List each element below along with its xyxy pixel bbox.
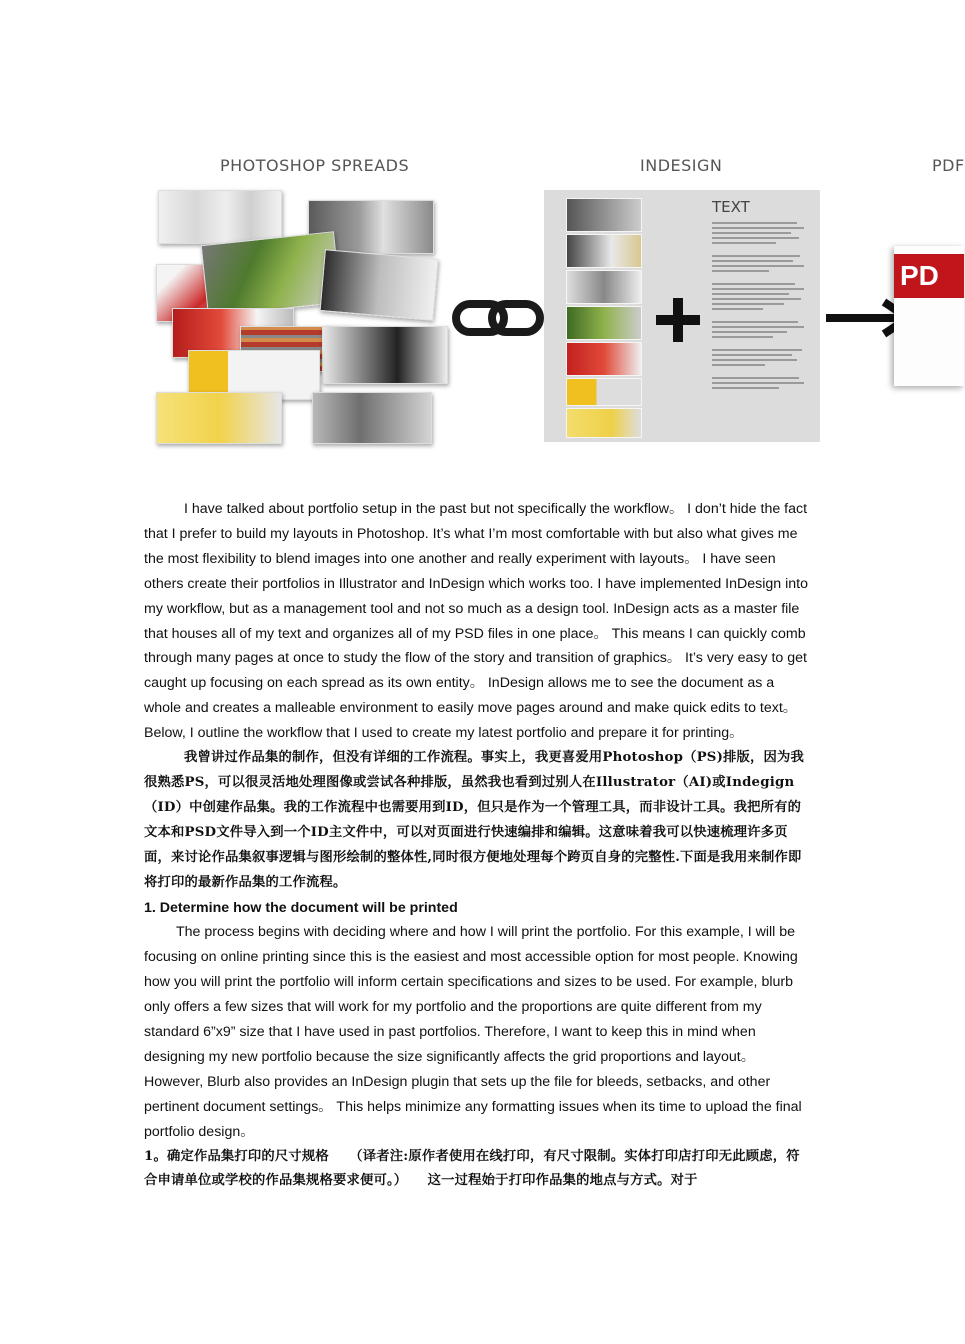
plus-icon xyxy=(656,298,700,342)
spread-thumbnail xyxy=(156,392,282,444)
page-thumbnail xyxy=(566,306,642,340)
spread-thumbnail xyxy=(320,249,439,321)
paragraph-intro: I have talked about portfolio setup in the past but not specifically the workflow。 I don’t hide the fact that I prefer to build my layouts in Photoshop. It’s what I’m most comfortable with but also what gives me the most flexibility to blend images into one another and really experiment with layouts。 I have seen others create their portfolios in Illustrator and InDesign which works too. I have implemented InDesign into my workflow, but as a management tool and not so much as a design tool. InDesign acts as a master file that houses all of my text and organizes all of my PSD files in one place。 This means I can quickly comb through many pages at once to study the flow of the story and transition of graphics。 It’s very easy to get caught up focusing on each spread as its own entity。 InDesign allows me to see the document as a whole and creates a malleable environment to easily move pages around and make quick edits to text。 Below, I outline the workflow that I used to create my latest portfolio and prepare it for printing。 xyxy=(144,501,808,742)
article-body xyxy=(144,497,808,1194)
photoshop-spreads-collage xyxy=(146,178,446,458)
spread-thumbnail xyxy=(312,392,432,444)
pdf-label: PDF xyxy=(932,156,965,175)
page-thumbnail xyxy=(566,198,642,232)
indesign-label: INDESIGN xyxy=(640,156,723,175)
paragraph-printing-chinese: 1。确定作品集打印的尺寸规格 （译者注:原作者使用在线打印，有尺寸限制。实体打印店打印无此顾虑，符合申请单位或学校的作品集规格要求便可。） 这一过程始于打印作品集的地点与方式。对于 xyxy=(144,1148,800,1189)
page-thumbnail xyxy=(566,342,642,376)
page-thumbnail xyxy=(566,234,642,268)
link-icon xyxy=(452,298,544,338)
indesign-page-strip xyxy=(566,198,642,438)
page-thumbnail xyxy=(566,270,642,304)
paragraph-printing: The process begins with deciding where and how I will print the portfolio. For this example, I will be focusing on online printing since this is the easiest and most accessible option for most people. Knowing how you will print the portfolio will inform certain specifications and sizes to be used. For example, blurb only offers a few sizes that will work for my portfolio and the proportions are quite different from my standard 6”x9” size that I have used in past portfolios. Therefore, I want to keep this in mind when designing my new portfolio because the size significantly affects the grid proportions and layout。 However, Blurb also provides an InDesign plugin that sets up the file for bleeds, setbacks, and other pertinent document settings。 This helps minimize any formatting issues when its time to upload the final portfolio design。 xyxy=(144,924,802,1140)
paragraph-intro-chinese: 我曾讲过作品集的制作，但没有详细的工作流程。事实上，我更喜爱用Photoshop（PS)排版，因为我很熟悉PS，可以很灵活地处理图像或尝试各种排版，虽然我也看到过别人在Illustrator（AI)或Indegign（ID）中创建作品集。我的工作流程中也需要用到ID，但只是作为一个管理工具，而非设计工具。我把所有的文本和PSD文件导入到一个ID主文件中，可以对页面进行快速编排和编辑。这意味着我可以快速梳理许多页面，来讨论作品集叙事逻辑与图形绘制的整体性,同时很方便地处理每个跨页自身的完整性.下面是我用来制作即将打印的最新作品集的工作流程。 xyxy=(144,750,805,890)
page-thumbnail xyxy=(566,378,642,406)
panel-text-title: TEXT xyxy=(712,198,750,216)
spread-thumbnail xyxy=(158,190,282,244)
page-thumbnail xyxy=(566,408,642,438)
workflow-figure xyxy=(146,148,965,458)
section-heading: 1. Determine how the document will be printed xyxy=(144,899,458,916)
photoshop-spreads-label: PHOTOSHOP SPREADS xyxy=(220,156,410,175)
placeholder-text-lines xyxy=(712,222,804,392)
indesign-panel xyxy=(544,190,820,442)
pdf-badge: PD xyxy=(894,254,964,298)
spread-thumbnail xyxy=(322,326,448,384)
